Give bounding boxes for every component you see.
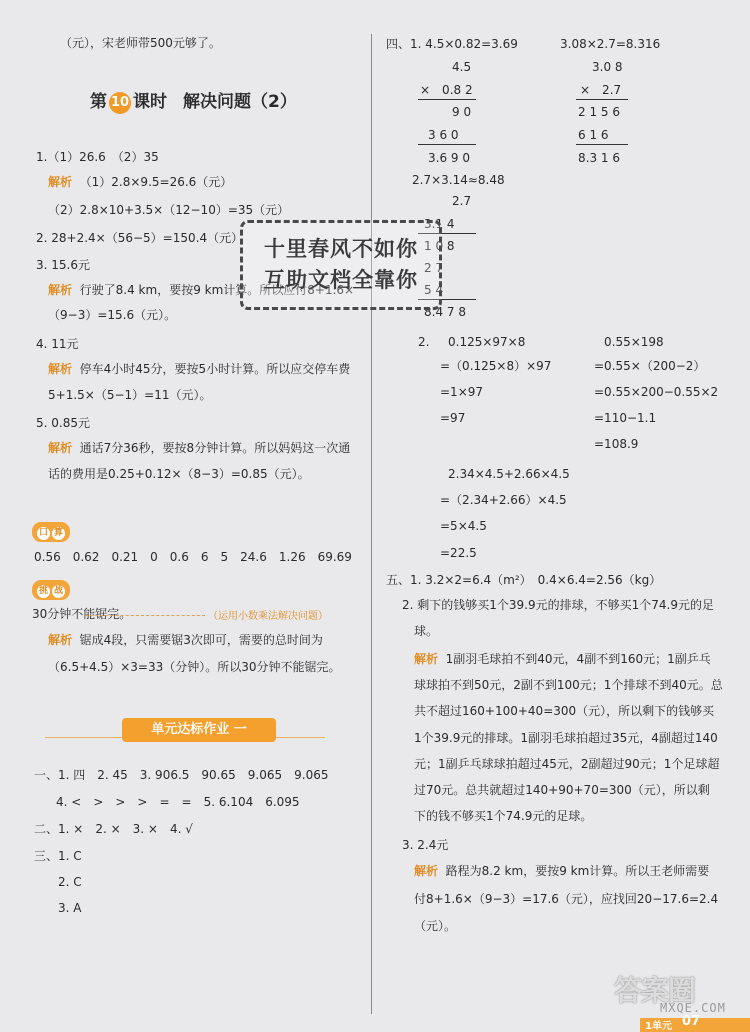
- s5-explanation-3: 共不超过160+100+40=300（元），所以剩下的钱够买: [414, 704, 715, 718]
- q4-answer: 4. 11元: [36, 337, 79, 351]
- hint-dashline: [85, 615, 205, 616]
- s5-explanation-4: 1个39.9元的排球。1副羽毛球拍超过35元，4副超过140: [414, 731, 718, 745]
- s5-line-4: 3. 2.4元: [402, 838, 449, 852]
- unit-title-banner: 单元达标作业 一: [122, 718, 276, 742]
- s5-explanation-1: 解析 1副羽毛球拍不到40元，4副不到160元；1副乒乓: [414, 652, 711, 666]
- unit-line-4: 三、1. C: [34, 849, 82, 863]
- s4-2-a3: =1×97: [440, 385, 484, 399]
- jiexi-label: 解析: [48, 441, 73, 455]
- watermark-logo-text: 答案圈: [614, 974, 696, 1007]
- q1-answer: 1.（1）26.6 （2）35: [36, 150, 159, 164]
- kousuan-answers: 0.56 0.62 0.21 0 0.6 6 5 24.6 1.26 69.69: [34, 550, 352, 564]
- jiexi-label: 解析: [48, 175, 73, 189]
- q5-explanation-2: 话的费用是0.25+0.12×（8−3）=0.85（元）。: [48, 467, 310, 481]
- s5-line-1: 五、1. 3.2×2=6.4（m²） 0.4×6.4=2.56（kg）: [386, 573, 662, 587]
- q4-explanation-2: 5+1.5×（5−1）=11（元）。: [48, 388, 212, 402]
- q1-explanation: 解析 （1）2.8×9.5=26.6（元）: [48, 175, 233, 189]
- tiaozhan-explanation: 解析 锯成4段，只需要锯3次即可，需要的总时间为: [48, 633, 323, 647]
- q3-explanation-2: （9−3）=15.6（元）。: [48, 308, 177, 322]
- left-top-line: （元），宋老师带500元够了。: [60, 36, 221, 50]
- s4-2-c2: =（2.34+2.66）×4.5: [440, 493, 567, 507]
- q4-explanation: 解析 停车4小时45分，要按5小时计算。所以应交停车费: [48, 362, 351, 376]
- s5-explanation-2: 球球拍不到50元，2副不到100元；1个排球不到40元。总: [414, 678, 723, 692]
- s4-2-a2: =（0.125×8）×97: [440, 359, 552, 373]
- page-number: 07: [682, 1014, 701, 1029]
- unit-line-6: 3. A: [58, 901, 82, 915]
- jiexi-label: 解析: [48, 283, 73, 297]
- s5-explanation-8: 解析 路程为8.2 km，要按9 km计算。所以王老师需要: [414, 864, 710, 878]
- s5-explanation-9: 付8+1.6×（9−3）=17.6（元），应找回20−17.6=2.4: [414, 892, 719, 906]
- stamp-line-1: 十里春风不如你: [264, 237, 418, 261]
- s4-2-a1: 0.125×97×8: [448, 335, 526, 349]
- tiaozhan-tag: 挑 战: [32, 580, 70, 600]
- s4-2-c4: =22.5: [440, 546, 477, 560]
- s5-explanation-7: 下的钱不够买1个74.9元的足球。: [414, 809, 593, 823]
- unit-line-2: 4. < > > > = = 5. 6.104 6.095: [56, 795, 300, 809]
- s5-explanation-6: 过70元。总共就超过140+90+70=300（元），所以剩: [414, 783, 710, 797]
- s4-2-b4: =110−1.1: [594, 411, 657, 425]
- stamp-line-2: 互助文档全靠你: [264, 268, 418, 292]
- q3-answer: 3. 15.6元: [36, 258, 90, 272]
- tiaozhan-explanation-2: （6.5+4.5）×3=33（分钟）。所以30分钟不能锯完。: [48, 660, 341, 674]
- s5-explanation-10: （元）。: [414, 919, 457, 933]
- q5-explanation: 解析 通话7分36秒，要按8分钟计算。所以妈妈这一次通: [48, 441, 351, 455]
- s4-2-b2: =0.55×（200−2）: [594, 359, 706, 373]
- jiexi-label: 解析: [48, 633, 73, 647]
- eq-3: 2.7×3.14≈8.48: [412, 173, 505, 187]
- tiaozhan-answer: 30分钟不能锯完。: [32, 607, 132, 621]
- watermark-url: MXQE.COM: [660, 1001, 726, 1015]
- lesson-title: 第 10 课时 解决问题（2）: [90, 92, 297, 112]
- s4-2-b3: =0.55×200−0.55×2: [594, 385, 719, 399]
- s5-line-3: 球。: [414, 624, 439, 638]
- s5-explanation-5: 元；1副乒乓球球拍超过45元，2副超过90元；1个足球超: [414, 757, 720, 771]
- overlay-stamp: [240, 220, 442, 310]
- s4-heading-2: 3.08×2.7=8.316: [560, 37, 661, 51]
- s4-2-b1: 0.55×198: [604, 335, 664, 349]
- lesson-number-badge: 10: [109, 92, 131, 114]
- unit-line-3: 二、1. × 2. × 3. × 4. √: [34, 822, 193, 836]
- s4-2-b5: =108.9: [594, 437, 639, 451]
- jiexi-label: 解析: [48, 362, 73, 376]
- q1-explanation-2: （2）2.8×10+3.5×（12−10）=35（元）: [48, 203, 290, 217]
- tiaozhan-hint: （运用小数乘法解决问题）: [208, 611, 328, 622]
- kousuan-tag: 口 算: [32, 522, 70, 542]
- unit-line-5: 2. C: [58, 875, 82, 889]
- s4-2-a4: =97: [440, 411, 466, 425]
- s4-heading: 四、1. 4.5×0.82=3.69: [386, 37, 518, 51]
- s4-2-c1: 2.34×4.5+2.66×4.5: [448, 467, 570, 481]
- s4-2-number: 2.: [418, 335, 430, 349]
- footer-unit: 1单元: [645, 1021, 672, 1032]
- q2-answer: 2. 28+2.4×（56−5）=150.4（元）: [36, 231, 244, 245]
- s4-2-c3: =5×4.5: [440, 519, 487, 533]
- unit-line-1: 一、1. 四 2. 45 3. 906.5 90.65 9.065 9.065: [34, 768, 329, 782]
- q5-answer: 5. 0.85元: [36, 416, 90, 430]
- site-watermark: [614, 965, 744, 1015]
- s5-line-2: 2. 剩下的钱够买1个39.9元的排球，不够买1个74.9元的足: [402, 598, 714, 612]
- jiexi-label: 解析: [414, 864, 439, 878]
- q3-explanation: 解析 行驶了8.4 km，要按9 km计算。所以应付8+1.6×: [48, 283, 355, 297]
- column-divider: [371, 34, 372, 1014]
- jiexi-label: 解析: [414, 652, 439, 666]
